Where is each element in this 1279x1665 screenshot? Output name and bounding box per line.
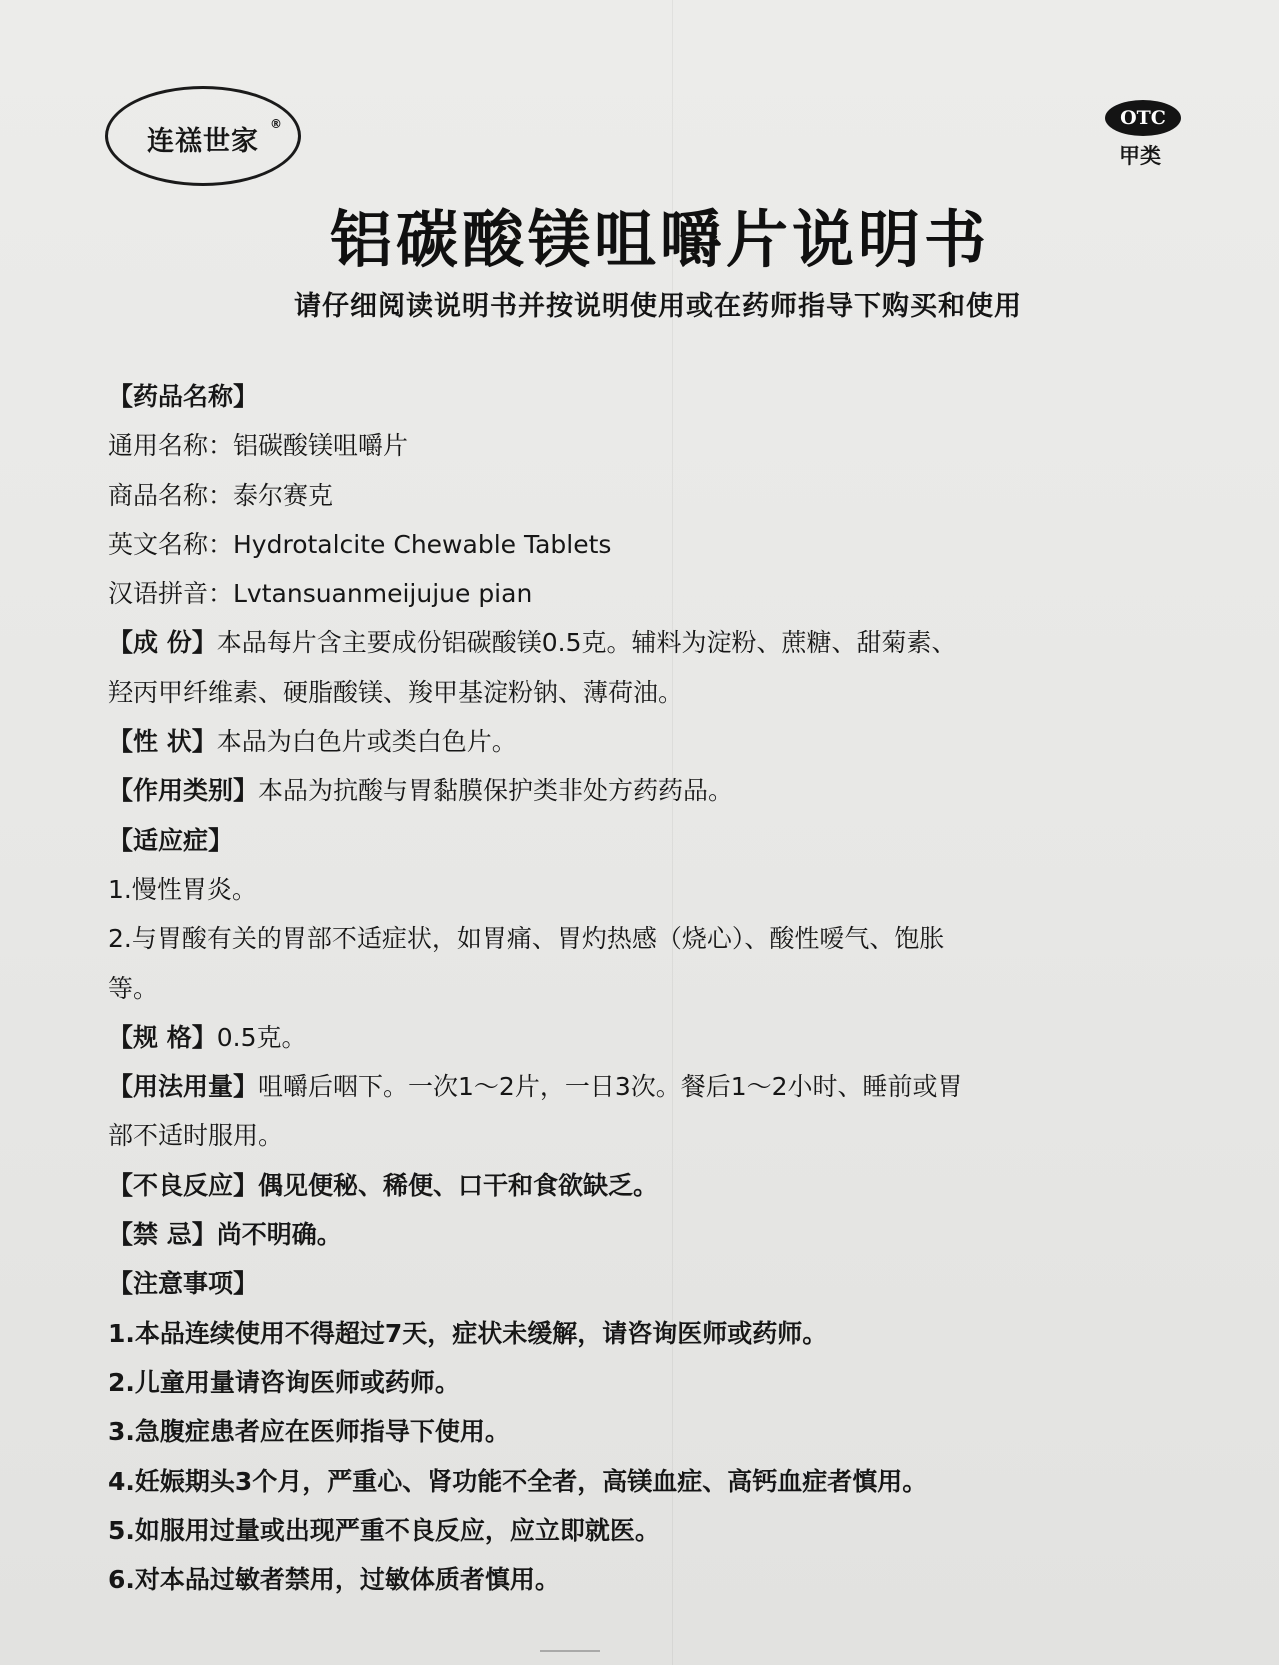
otc-badge — [1105, 100, 1181, 136]
otc-class-label: 甲类 — [1119, 144, 1161, 168]
adverse-text: 偶见便秘、稀便、口干和食欲缺乏。 — [258, 1170, 659, 1200]
category-line — [108, 766, 1188, 815]
section-drug-name-header: 【药品名称】 — [108, 382, 259, 411]
document-subtitle: 请仔细阅读说明书并按说明使用或在药师指导下购买和使用 — [294, 291, 1022, 322]
adverse-line — [108, 1161, 1188, 1210]
section-dosage-label: 【用法用量】 — [108, 1072, 259, 1102]
precaution-1: 1.本品连续使用不得超过7天，症状未缓解，请咨询医师或药师。 — [108, 1318, 828, 1348]
section-precautions-header: 【注意事项】 — [108, 1269, 259, 1299]
document-title: 铝碳酸镁咀嚼片说明书 — [329, 203, 990, 276]
contra-line — [108, 1210, 1188, 1259]
spec-line — [108, 1013, 1188, 1062]
otc-label: OTC — [1120, 107, 1166, 129]
english-name: 英文名称：Hydrotalcite Chewable Tablets — [108, 529, 612, 559]
appearance-text: 本品为白色片或类白色片。 — [216, 727, 517, 757]
indication-1: 1.慢性胃炎。 — [108, 874, 257, 904]
pinyin-name: 汉语拼音：Lvtansuanmeijujue pian — [108, 579, 533, 609]
precaution-3: 3.急腹症患者应在医师指导下使用。 — [108, 1417, 510, 1447]
precaution-2: 2.儿童用量请咨询医师或药师。 — [108, 1367, 460, 1397]
section-appearance-label: 【性 状】 — [108, 727, 217, 757]
brand-logo — [105, 86, 301, 186]
brand-logo-text: 连禚世家 — [147, 125, 259, 157]
category-text: 本品为抗酸与胃黏膜保护类非处方药药品。 — [258, 776, 734, 806]
section-contra-label: 【禁 忌】 — [108, 1220, 217, 1250]
registered-mark: ® — [270, 117, 282, 131]
indication-2a: 2.与胃酸有关的胃部不适症状，如胃痛、胃灼热感（烧心）、酸性嗳气、饱胀 — [108, 924, 945, 954]
leaflet-body — [108, 372, 1188, 1604]
trade-name: 商品名称：泰尔赛克 — [108, 480, 334, 510]
ingredients-text-1: 本品每片含主要成份铝碳酸镁0.5克。辅料为淀粉、蔗糖、甜菊素、 — [216, 628, 957, 658]
contra-text: 尚不明确。 — [216, 1220, 342, 1250]
section-category-label: 【作用类别】 — [108, 776, 259, 806]
precaution-5: 5.如服用过量或出现严重不良反应，应立即就医。 — [108, 1515, 660, 1545]
generic-name: 通用名称：铝碳酸镁咀嚼片 — [108, 431, 409, 461]
ingredients-text-2: 羟丙甲纤维素、硬脂酸镁、羧甲基淀粉钠、薄荷油。 — [108, 677, 684, 707]
precaution-6: 6.对本品过敏者禁用，过敏体质者慎用。 — [108, 1565, 560, 1595]
appearance-line — [108, 717, 1188, 766]
dosage-line-1 — [108, 1062, 1188, 1111]
section-adverse-label: 【不良反应】 — [108, 1170, 259, 1200]
indication-2b: 等。 — [108, 973, 159, 1003]
section-ingredients-label: 【成 份】 — [108, 628, 217, 658]
spec-text: 0.5克。 — [216, 1022, 307, 1052]
dosage-text-2: 部不适时服用。 — [108, 1121, 284, 1151]
bottom-mark — [540, 1650, 600, 1652]
section-spec-label: 【规 格】 — [108, 1022, 217, 1052]
section-indications-header: 【适应症】 — [108, 825, 234, 855]
ingredients-line-1 — [108, 618, 1188, 667]
precaution-4: 4.妊娠期头3个月，严重心、肾功能不全者，高镁血症、高钙血症者慎用。 — [108, 1466, 928, 1496]
dosage-text-1: 咀嚼后咽下。一次1～2片，一日3次。餐后1～2小时、睡前或胃 — [258, 1072, 963, 1102]
